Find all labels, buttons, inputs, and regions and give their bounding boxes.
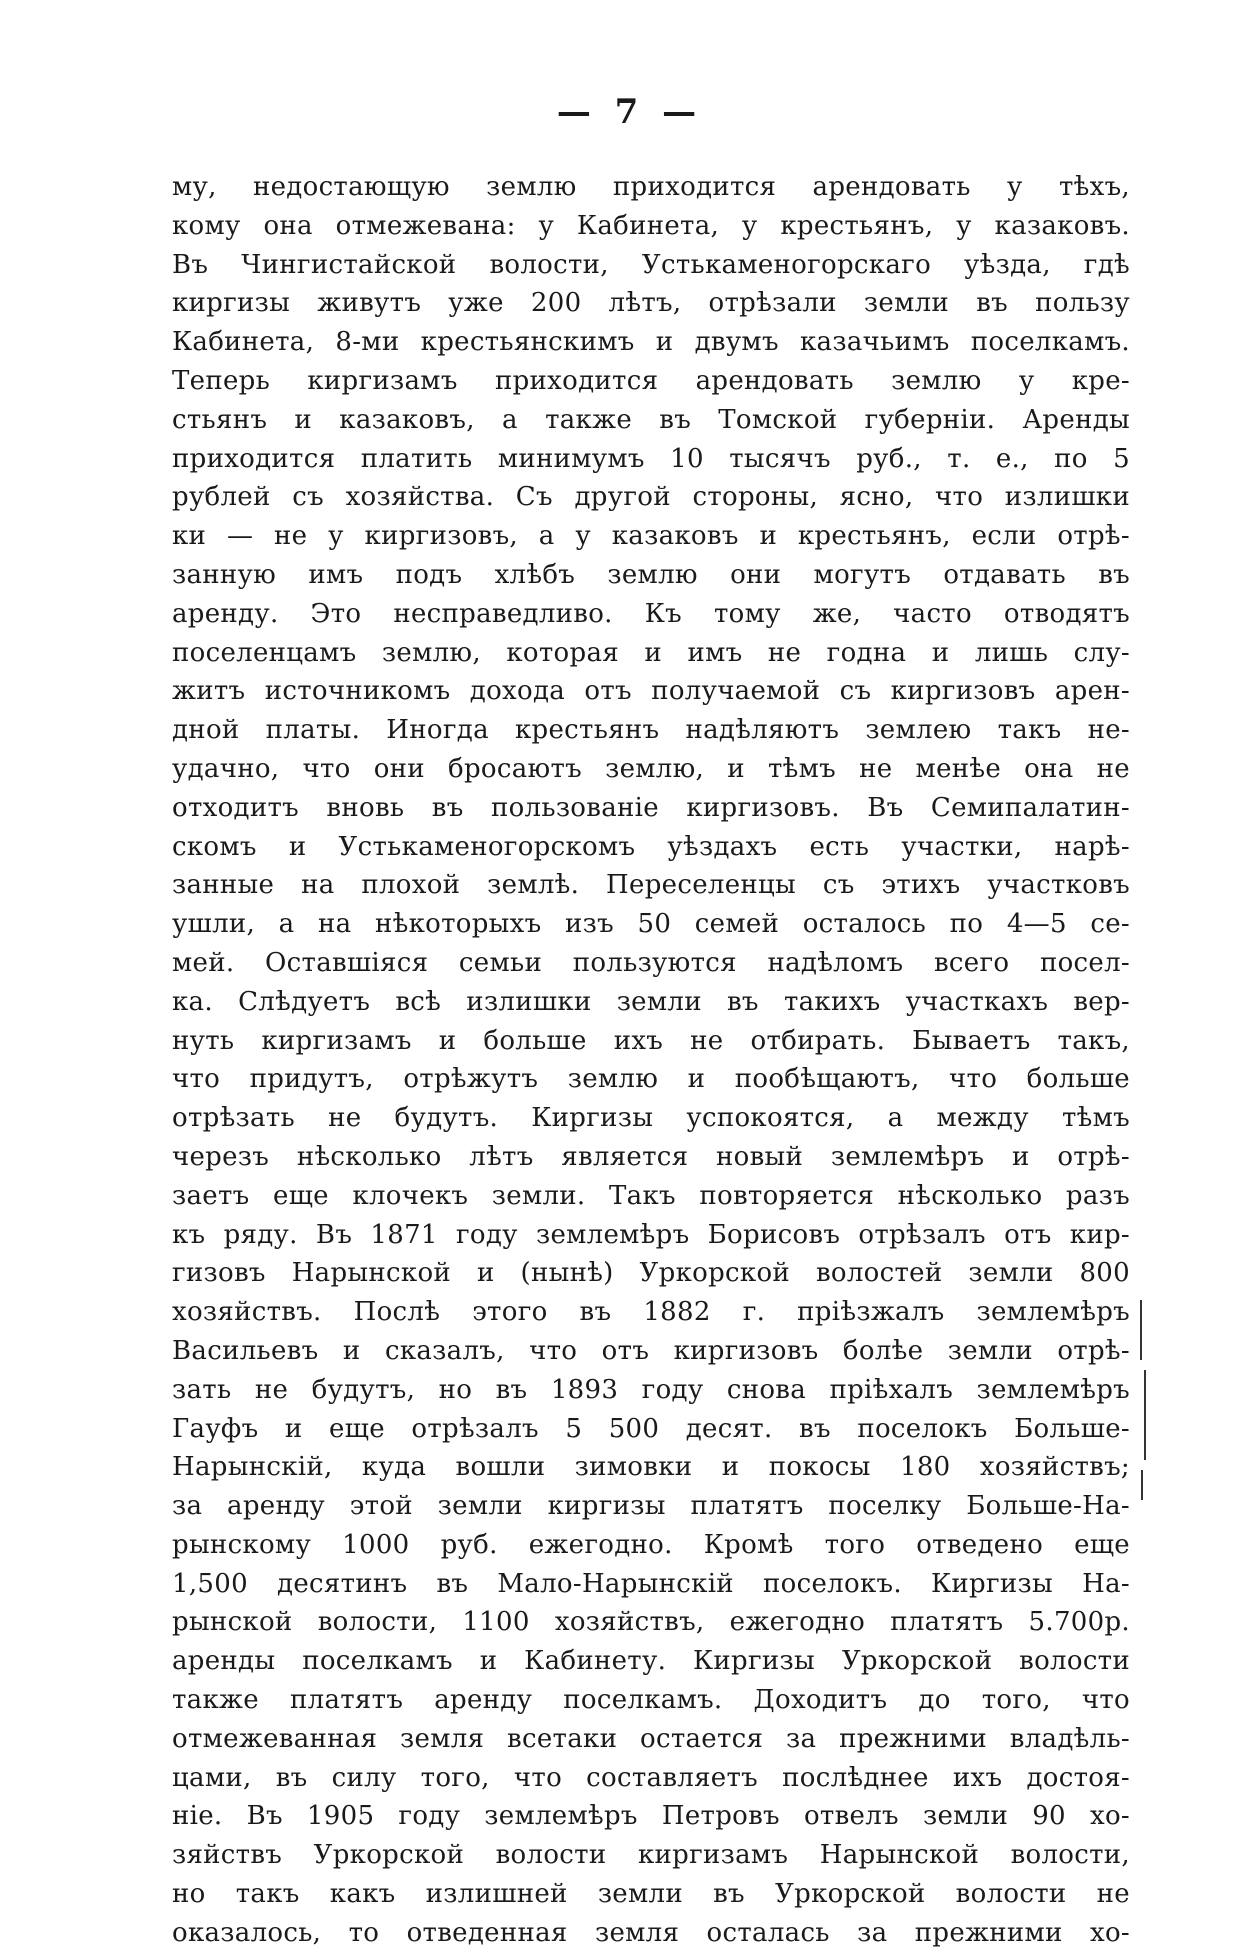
text-line: рублей съ хозяйства. Съ другой стороны, ясно, что излишки	[172, 482, 1130, 513]
text-line: Въ Чингистайской волости, Устькаменогорскаго уѣзда, гдѣ	[172, 249, 1130, 280]
text-line: черезъ нѣсколько лѣтъ является новый землемѣръ и отрѣ-	[172, 1141, 1130, 1172]
margin-marks	[1140, 1300, 1146, 1500]
text-line: за аренду этой земли киргизы платятъ поселку Больше-На-	[172, 1491, 1130, 1522]
text-line: заетъ еще клочекъ земли. Такъ повторяется нѣсколько разъ	[172, 1180, 1130, 1211]
text-line: киргизы живутъ уже 200 лѣтъ, отрѣзали земли въ пользу	[172, 288, 1130, 319]
text-line: отходитъ вновь въ пользованіе киргизовъ. Въ Семипалатин-	[172, 792, 1130, 823]
text-line: нуть киргизамъ и больше ихъ не отбирать. Бываетъ такъ,	[172, 1025, 1130, 1056]
text-line: зяйствъ Уркорской волости киргизамъ Нарынской волости,	[172, 1840, 1130, 1871]
text-line: Кабинета, 8-ми крестьянскимъ и двумъ казачьимъ поселкамъ.	[172, 327, 1130, 358]
text-line: му, недостающую землю приходится арендовать у тѣхъ,	[172, 172, 1130, 202]
text-line: ка. Слѣдуетъ всѣ излишки земли въ такихъ участкахъ вер-	[172, 986, 1130, 1017]
text-line: 1,500 десятинъ въ Мало-Нарынскій поселокъ. Киргизы На-	[172, 1568, 1130, 1599]
body-text	[172, 168, 1130, 1953]
text-line: рынской волости, 1100 хозяйствъ, ежегодно платятъ 5.700р.	[172, 1607, 1130, 1638]
text-line: Гауфъ и еще отрѣзалъ 5 500 десят. въ поселокъ Больше-	[172, 1413, 1130, 1444]
text-line: но такъ какъ излишней земли въ Уркорской волости не	[172, 1879, 1130, 1910]
text-line: кому она отмежевана: у Кабинета, у крестьянъ, у казаковъ.	[172, 210, 1130, 241]
text-line: Васильевъ и сказалъ, что отъ киргизовъ болѣе земли отрѣ-	[172, 1335, 1130, 1366]
text-line: ки — не у киргизовъ, а у казаковъ и крестьянъ, если отрѣ-	[172, 521, 1130, 552]
text-line: рынскому 1000 руб. ежегодно. Кромѣ того отведено еще	[172, 1529, 1130, 1560]
page-number: — 7 —	[556, 92, 703, 132]
text-line: зать не будутъ, но въ 1893 году снова пріѣхалъ землемѣръ	[172, 1374, 1130, 1405]
text-line: отмежеванная земля всетаки остается за прежними владѣль-	[172, 1723, 1130, 1754]
text-line: занную имъ подъ хлѣбъ землю они могутъ отдавать въ	[172, 559, 1130, 590]
text-line: Нарынскій, куда вошли зимовки и покосы 180 хозяйствъ;	[172, 1452, 1130, 1483]
text-line: отрѣзать не будутъ. Киргизы успокоятся, а между тѣмъ	[172, 1103, 1130, 1134]
text-line: Теперь киргизамъ приходится арендовать землю у кре-	[172, 365, 1130, 396]
text-line: гизовъ Нарынской и (нынѣ) Уркорской волостей земли 800	[172, 1258, 1130, 1289]
text-line: мей. Оставшіяся семьи пользуются надѣломъ всего посел-	[172, 947, 1130, 978]
text-line: приходится платить минимумъ 10 тысячъ руб., т. е., по 5	[172, 443, 1130, 474]
text-line: занные на плохой землѣ. Переселенцы съ этихъ участковъ	[172, 870, 1130, 901]
text-line: хозяйствъ. Послѣ этого въ 1882 г. пріѣзжалъ землемѣръ	[172, 1297, 1130, 1328]
text-line: аренды поселкамъ и Кабинету. Киргизы Уркорской волости	[172, 1646, 1130, 1677]
text-line: дной платы. Иногда крестьянъ надѣляютъ землею такъ не-	[172, 715, 1130, 746]
text-line: также платятъ аренду поселкамъ. Доходитъ до того, что	[172, 1685, 1130, 1716]
text-line: скомъ и Устькаменогорскомъ уѣздахъ есть участки, нарѣ-	[172, 831, 1130, 862]
text-line: ушли, а на нѣкоторыхъ изъ 50 семей осталось по 4—5 се-	[172, 909, 1130, 940]
text-line: стьянъ и казаковъ, а также въ Томской губерніи. Аренды	[172, 404, 1130, 435]
text-line: житъ источникомъ дохода отъ получаемой съ киргизовъ арен-	[172, 676, 1130, 707]
text-line: что придутъ, отрѣжутъ землю и пообѣщаютъ, что больше	[172, 1064, 1130, 1095]
text-line: поселенцамъ землю, которая и имъ не годна и лишь слу-	[172, 637, 1130, 668]
text-line: ніе. Въ 1905 году землемѣръ Петровъ отвелъ земли 90 хо-	[172, 1801, 1130, 1832]
text-line: цами, въ силу того, что составляетъ послѣднее ихъ достоя-	[172, 1762, 1130, 1793]
text-line: оказалось, то отведенная земля осталась за прежними хо-	[172, 1917, 1130, 1948]
text-line: аренду. Это несправедливо. Къ тому же, часто отводятъ	[172, 598, 1130, 629]
text-line: къ ряду. Въ 1871 году землемѣръ Борисовъ отрѣзалъ отъ кир-	[172, 1219, 1130, 1250]
text-line: удачно, что они бросаютъ землю, и тѣмъ не менѣе она не	[172, 753, 1130, 784]
